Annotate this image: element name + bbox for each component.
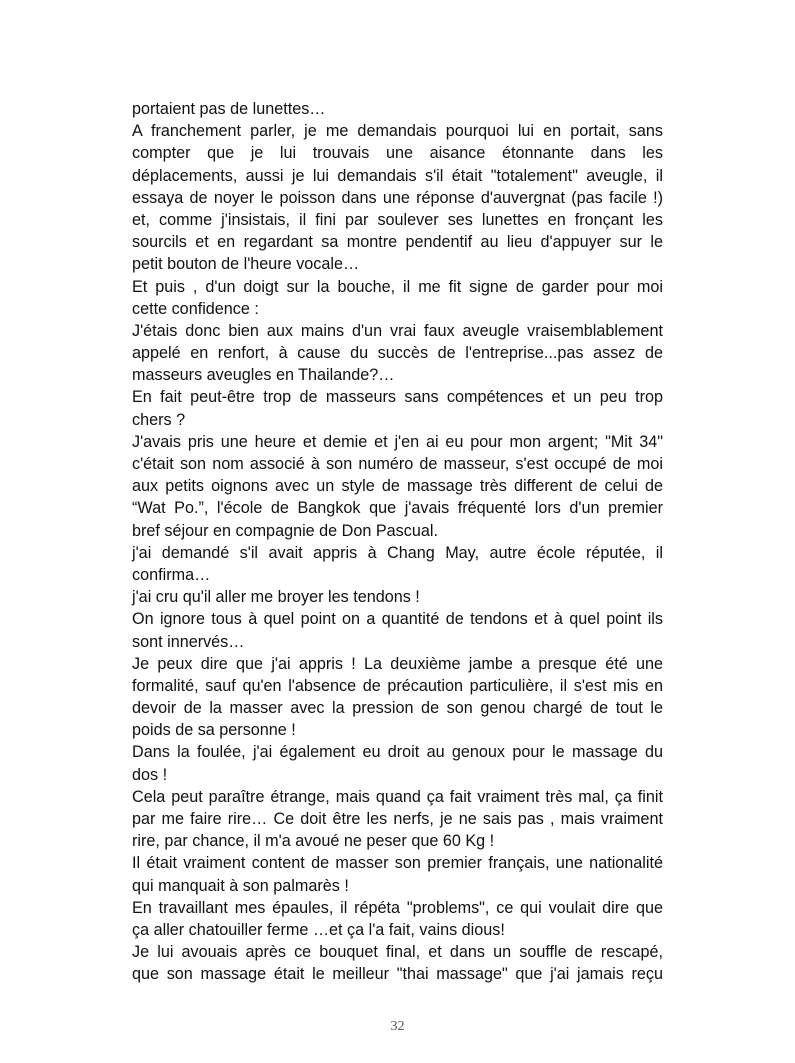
text-line: sont innervés… (132, 632, 245, 651)
text-line: aux petits oignons avec un style de massage très different de celui de (132, 477, 663, 496)
text-line: Dans la foulée, j'ai également eu droit au genoux pour le massage du (132, 743, 663, 762)
text-line: On ignore tous à quel point on a quantité de tendons et à quel point ils (132, 610, 663, 629)
text-line: dos ! (132, 765, 168, 784)
text-line: confirma… (132, 565, 211, 584)
text-line: petit bouton de l'heure vocale… (132, 255, 360, 274)
text-line: compter que je lui trouvais une aisance étonnante dans les (132, 144, 663, 163)
text-line: Il était vraiment content de masser son premier français, une nationalité (132, 854, 663, 873)
text-line: J'avais pris une heure et demie et j'en ai eu pour mon argent; "Mit 34" (132, 432, 663, 451)
text-line: que son massage était le meilleur "thai massage" que j'ai jamais reçu (132, 965, 663, 984)
text-line: En fait peut-être trop de masseurs sans compétences et un peu trop (132, 388, 663, 407)
body-text (132, 98, 663, 986)
text-line: poids de sa personne ! (132, 721, 296, 740)
text-line: bref séjour en compagnie de Don Pascual. (132, 521, 438, 540)
text-line: j'ai cru qu'il aller me broyer les tendons ! (132, 588, 420, 607)
text-line: Je lui avouais après ce bouquet final, et dans un souffle de rescapé, (132, 943, 663, 962)
text-line: Cela peut paraître étrange, mais quand ça fait vraiment très mal, ça finit (132, 787, 663, 806)
text-line: sourcils et en regardant sa montre pendentif au lieu d'appuyer sur le (132, 233, 663, 252)
text-line: En travaillant mes épaules, il répéta "problems", ce qui voulait dire que (132, 898, 663, 917)
text-line: “Wat Po.”, l'école de Bangkok que j'avais fréquenté lors d'un premier (132, 499, 663, 518)
text-line: essaya de noyer le poisson dans une réponse d'auvergnat (pas facile !) (132, 188, 663, 207)
text-line: qui manquait à son palmarès ! (132, 876, 349, 895)
text-line: Et puis , d'un doigt sur la bouche, il me fit signe de garder pour moi (132, 277, 663, 296)
text-line: J'étais donc bien aux mains d'un vrai faux aveugle vraisemblablement (132, 321, 663, 340)
text-line: ça aller chatouiller ferme …et ça l'a fait, vains dious! (132, 920, 505, 939)
text-line: A franchement parler, je me demandais pourquoi lui en portait, sans (132, 122, 663, 141)
text-line: déplacements, aussi je lui demandais s'il était "totalement" aveugle, il (132, 166, 663, 185)
text-line: par me faire rire… Ce doit être les nerfs, je ne sais pas , mais vraiment (132, 810, 663, 828)
text-line: j'ai demandé s'il avait appris à Chang May, autre école réputée, il (132, 543, 663, 562)
text-line: chers ? (132, 410, 186, 429)
text-line: cette confidence : (132, 299, 259, 318)
page-number: 32 (390, 1019, 405, 1034)
text-line: c'était son nom associé à son numéro de masseur, s'est occupé de moi (132, 455, 663, 473)
text-line: formalité, sauf qu'en l'absence de précaution particulière, il s'est mis en (132, 676, 663, 695)
text-line: masseurs aveugles en Thailande?… (132, 366, 395, 385)
text-line: devoir de la masser avec la pression de son genou chargé de tout le (132, 699, 663, 718)
text-line: rire, par chance, il m'a avoué ne peser que 60 Kg ! (132, 832, 495, 851)
text-line: appelé en renfort, à cause du succès de l'entreprise...pas assez de (132, 344, 663, 363)
text-line: Je peux dire que j'ai appris ! La deuxième jambe a presque été une (132, 654, 663, 673)
text-line: et, comme j'insistais, il fini par soulever ses lunettes en fronçant les (132, 210, 663, 229)
text-line: portaient pas de lunettes… (132, 100, 326, 118)
